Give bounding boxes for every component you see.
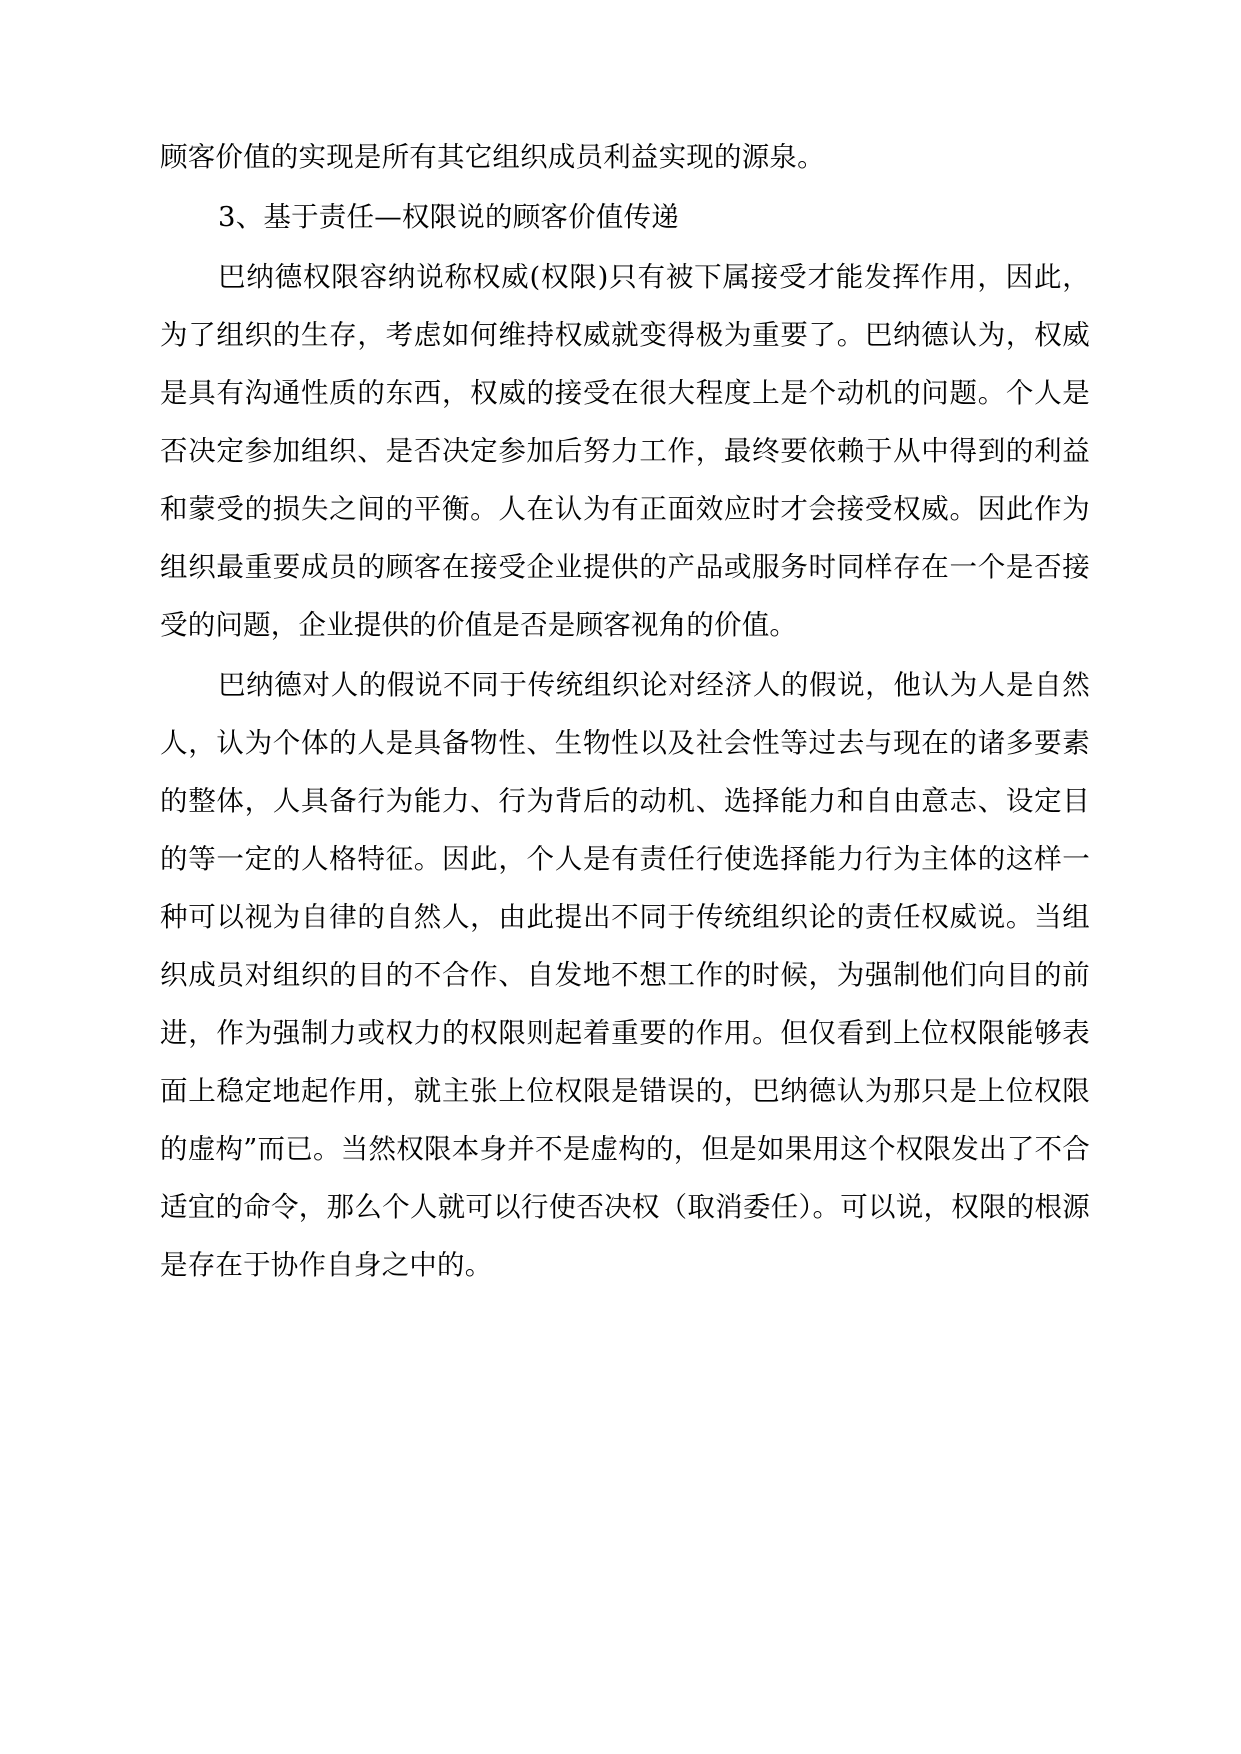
paragraph-authority-acceptance: 巴纳德权限容纳说称权威(权限)只有被下属接受才能发挥作用，因此，为了组织的生存，考虑如何维持权威就变得极为重要了。巴纳德认为，权威是具有沟通性质的东西，权威的接受在很大程度上是个动机的问题。个人是否决定参加组织、是否决定参加后努力工作，最终要依赖于从中得到的利益和蒙受的损失之间的平衡。人在认为有正面效应时才会接受权威。因此作为组织最重要成员的顾客在接受企业提供的产品或服务时同样存在一个是否接受的问题，企业提供的价值是否是顾客视角的价值。 xyxy=(160,261,1090,641)
paragraph-intro: 顾客价值的实现是所有其它组织成员利益实现的源泉。 xyxy=(160,141,825,173)
paragraph-human-hypothesis: 巴纳德对人的假说不同于传统组织论对经济人的假说，他认为人是自然人，认为个体的人是具备物性、生物性以及社会性等过去与现在的诸多要素的整体，人具备行为能力、行为背后的动机、选择能力和自由意志、设定目的等一定的人格特征。因此，个人是有责任行使选择能力行为主体的这样一种可以视为自律的自然人，由此提出不同于传统组织论的责任权威说。当组织成员对组织的目的不合作、自发地不想工作的时候，为强制他们向目的前进，作为强制力或权力的权限则起着重要的作用。但仅看到上位权限能够表面上稳定地起作用，就主张上位权限是错误的，巴纳德认为那只是上位权限的虚构”而已。当然权限本身并不是虚构的，但是如果用这个权限发出了不合适宜的命令，那么个人就可以行使否决权（取消委任）。可以说，权限的根源是存在于协作自身之中的。 xyxy=(160,669,1090,1281)
section-heading: 3、基于责任—权限说的顾客价值传递 xyxy=(218,201,679,233)
document-body xyxy=(160,128,1090,1294)
